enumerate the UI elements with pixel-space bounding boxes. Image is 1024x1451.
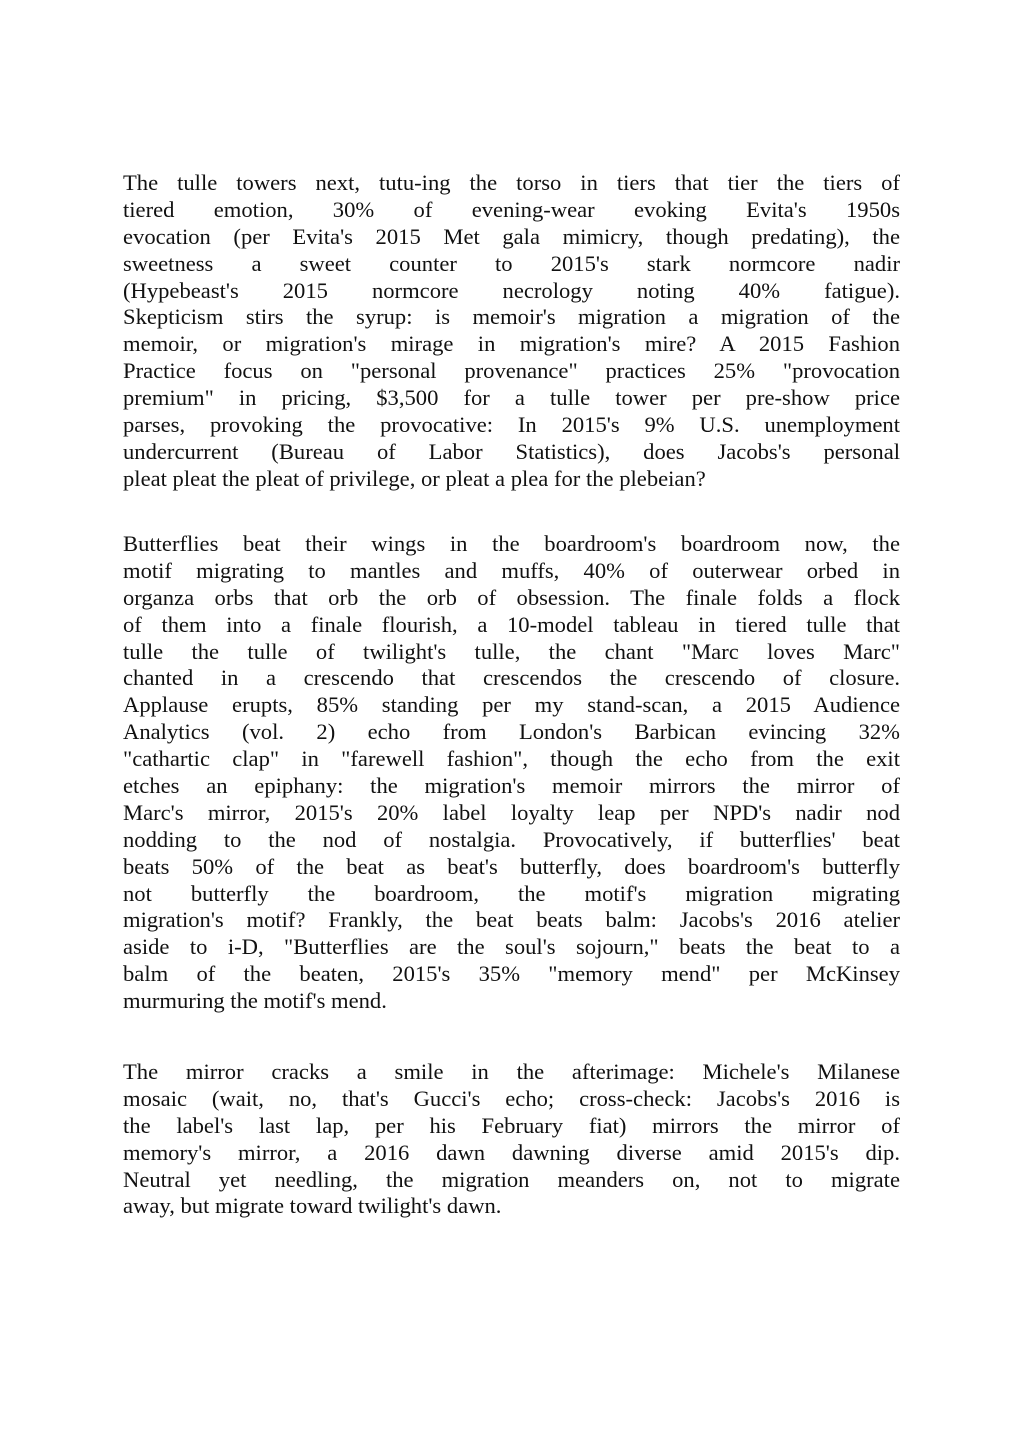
paragraph-mirror [123,1059,900,1220]
text-line: nodding to the nod of nostalgia. Provocatively, if butterflies' beat [123,826,900,852]
text-line: Practice focus on "personal provenance" practices 25% "provocation [123,358,900,384]
text-line: murmuring the motif's mend. [123,988,387,1014]
text-line: parses, provoking the provocative: In 2015's 9% U.S. unemployment [123,412,900,438]
text-line: memoir, or migration's mirage in migration's mire? A 2015 Fashion [123,331,900,357]
text-line: mosaic (wait, no, that's Gucci's echo; cross-check: Jacobs's 2016 is [123,1085,900,1111]
text-line: sweetness a sweet counter to 2015's stark normcore nadir [123,250,900,276]
paragraph-tulle-towers [123,170,900,493]
text-line: tulle the tulle of twilight's tulle, the chant "Marc loves Marc" [123,638,900,664]
text-line: not butterfly the boardroom, the motif's migration migrating [123,880,900,906]
text-line: The mirror cracks a smile in the afterimage: Michele's Milanese [123,1059,900,1084]
text-line: "cathartic clap" in "farewell fashion", though the echo from the exit [123,746,900,772]
text-line: memory's mirror, a 2016 dawn dawning diverse amid 2015's dip. [123,1139,900,1165]
text-line: organza orbs that orb the orb of obsession. The finale folds a flock [123,584,900,610]
text-line: migration's motif? Frankly, the beat beats balm: Jacobs's 2016 atelier [123,907,900,933]
text-line: balm of the beaten, 2015's 35% "memory mend" per McKinsey [123,961,900,987]
text-line: Skepticism stirs the syrup: is memoir's migration a migration of the [123,304,900,330]
text-line: of them into a finale flourish, a 10-model tableau in tiered tulle that [123,611,900,637]
paragraph-butterflies [123,531,900,1015]
text-line: chanted in a crescendo that crescendos the crescendo of closure. [123,665,900,691]
text-line: beats 50% of the beat as beat's butterfly, does boardroom's butterfly [123,853,900,879]
text-line: pleat pleat the pleat of privilege, or pleat a plea for the plebeian? [123,465,706,491]
text-line: away, but migrate toward twilight's dawn. [123,1193,502,1219]
text-line: Analytics (vol. 2) echo from London's Barbican evincing 32% [123,719,900,745]
text-line: tiered emotion, 30% of evening-wear evoking Evita's 1950s [123,196,900,222]
text-line: undercurrent (Bureau of Labor Statistics), does Jacobs's personal [123,438,900,464]
text-line: Butterflies beat their wings in the boardroom's boardroom now, the [123,531,900,556]
text-line: the label's last lap, per his February fiat) mirrors the mirror of [123,1112,900,1138]
text-line: aside to i-D, "Butterflies are the soul's sojourn," beats the beat to a [123,934,900,960]
text-line: Marc's mirror, 2015's 20% label loyalty leap per NPD's nadir nod [123,799,900,825]
text-line: The tulle towers next, tutu-ing the torso in tiers that tier the tiers of [123,170,900,195]
text-line: Applause erupts, 85% standing per my stand-scan, a 2015 Audience [123,692,900,718]
text-line: evocation (per Evita's 2015 Met gala mimicry, though predating), the [123,223,900,249]
text-line: premium" in pricing, $3,500 for a tulle tower per pre-show price [123,385,900,411]
text-line: motif migrating to mantles and muffs, 40% of outerwear orbed in [123,557,900,583]
text-line: (Hypebeast's 2015 normcore necrology noting 40% fatigue). [123,277,900,303]
text-line: etches an epiphany: the migration's memoir mirrors the mirror of [123,773,900,799]
text-line: Neutral yet needling, the migration meanders on, not to migrate [123,1166,900,1192]
